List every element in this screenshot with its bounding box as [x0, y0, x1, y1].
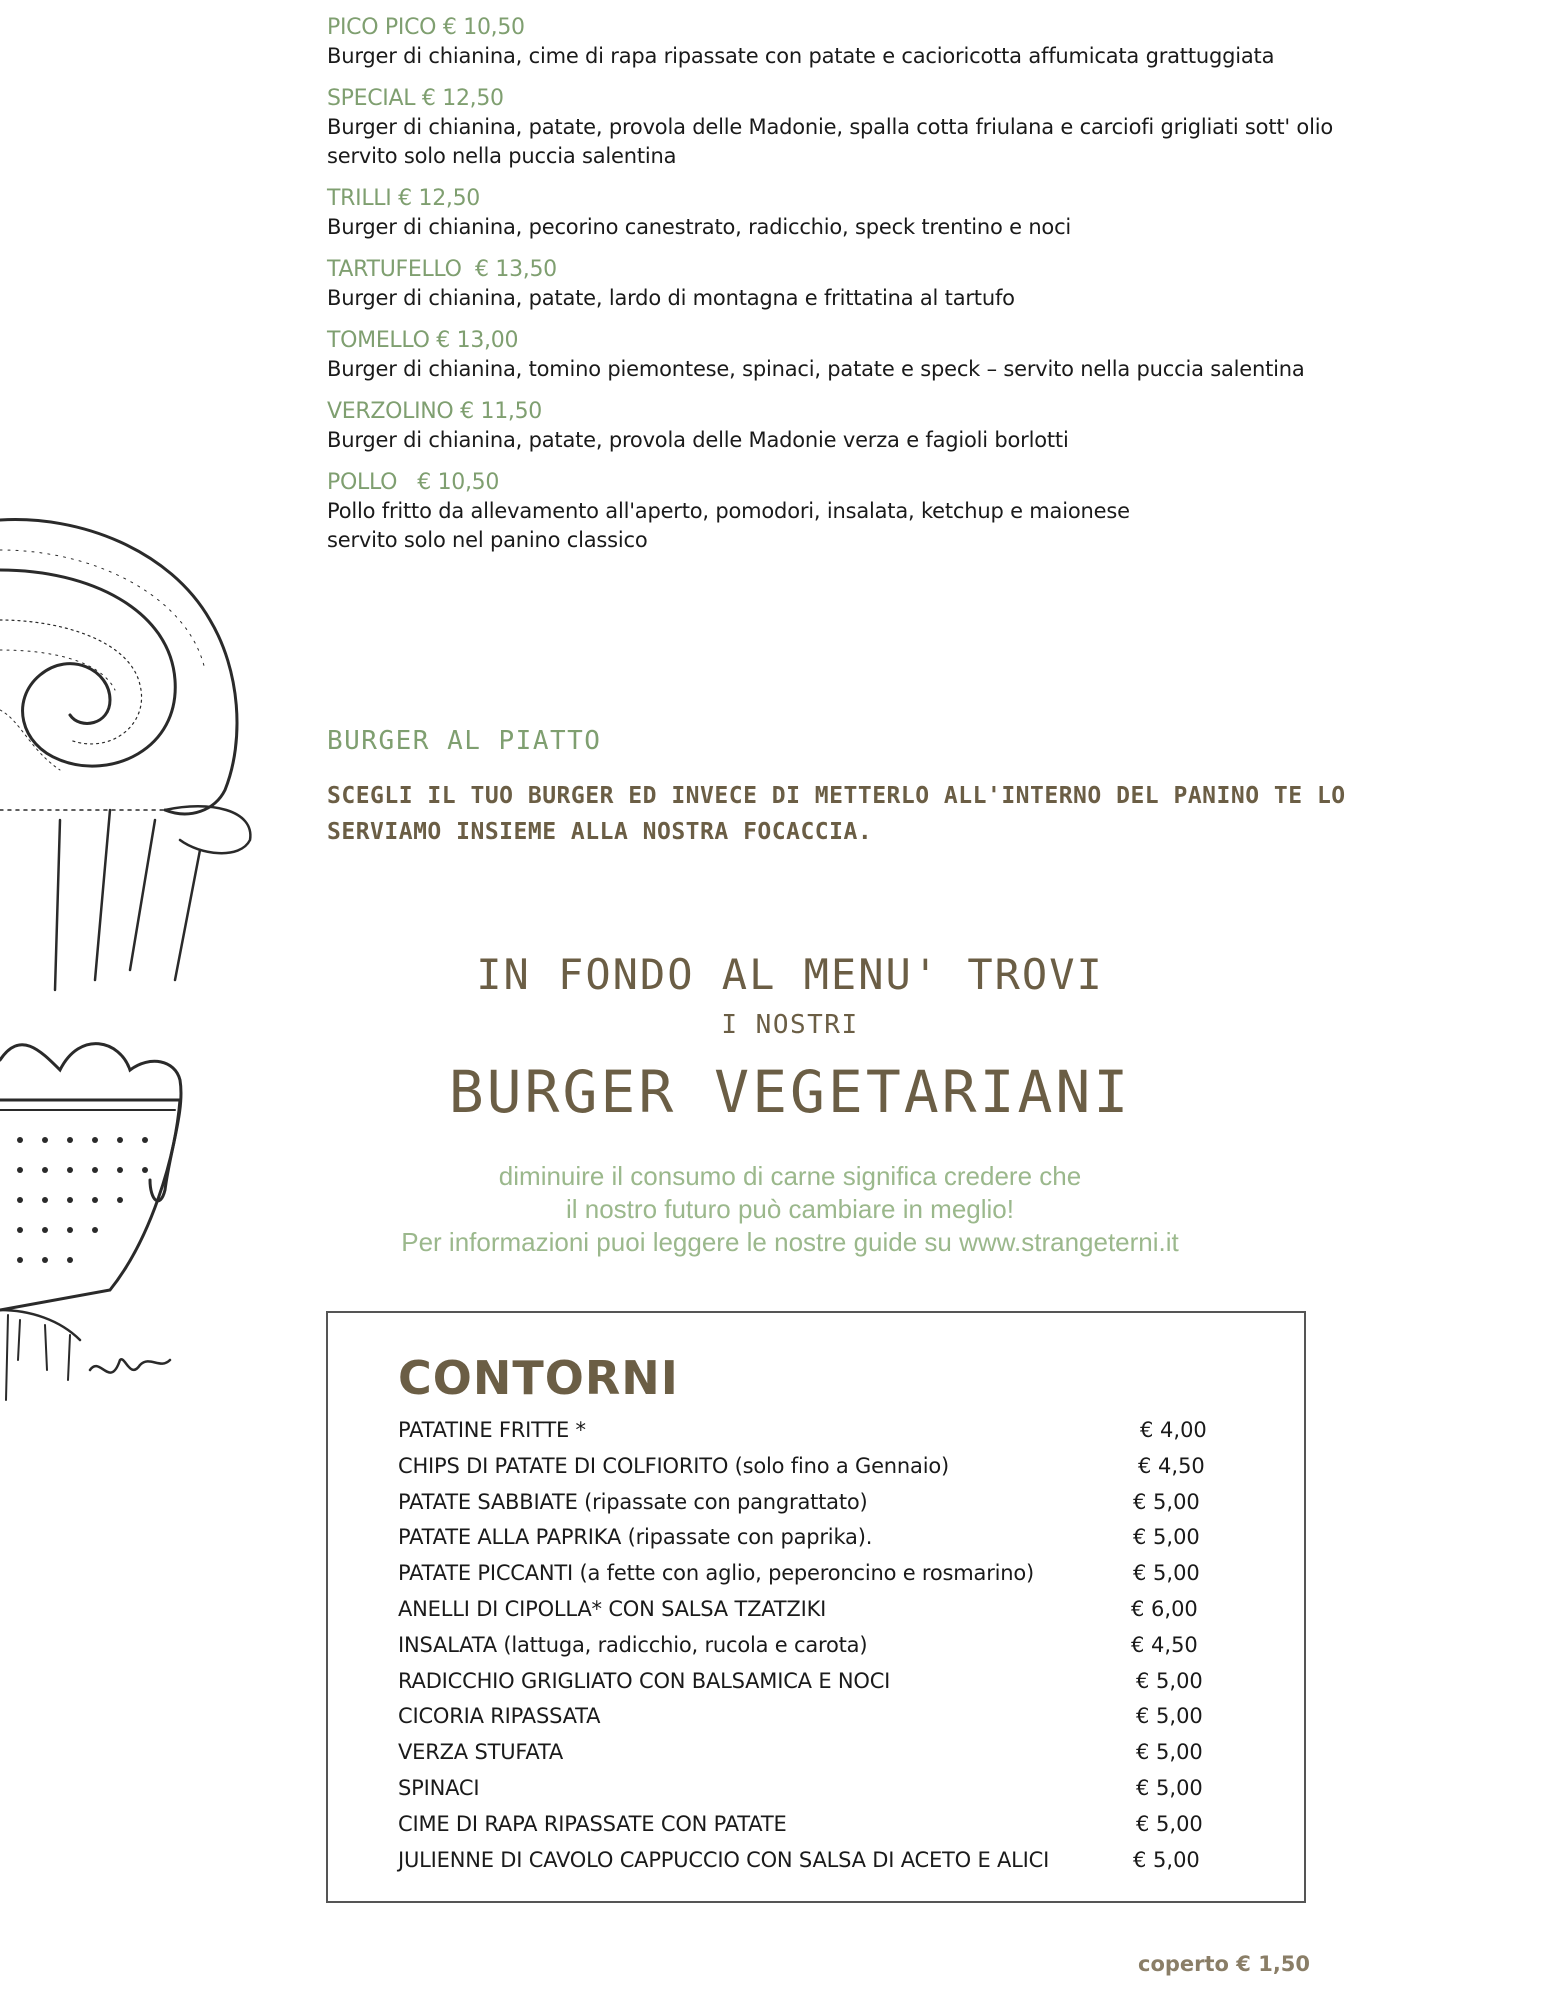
coperto-charge: coperto € 1,50: [1138, 1952, 1311, 1976]
contorni-price: € 5,00: [1136, 1811, 1203, 1836]
burger-al-piatto-heading: BURGER AL PIATTO: [327, 726, 602, 756]
contorni-row: [398, 1520, 1248, 1556]
contorni-price: € 5,00: [1133, 1847, 1200, 1872]
contorni-name: RADICCHIO GRIGLIATO CON BALSAMICA E NOCI: [398, 1668, 891, 1693]
veg-subtitle-line: diminuire il consumo di carne significa credere che: [498, 1161, 1082, 1191]
burger-desc-line: Burger di chianina, pecorino canestrato, radicchio, speck trentino e noci: [327, 215, 1072, 239]
contorni-heading: CONTORNI: [398, 1351, 679, 1405]
contorni-row: [398, 1485, 1248, 1521]
burger-title: POLLO € 10,50: [327, 470, 500, 495]
contorni-name: PATATE SABBIATE (ripassate con pangrattato): [398, 1489, 868, 1514]
contorni-row: [398, 1449, 1248, 1485]
contorni-row: [398, 1735, 1248, 1771]
contorni-row: [398, 1771, 1248, 1807]
contorni-list: [398, 1413, 1248, 1878]
contorni-price: € 5,00: [1133, 1489, 1200, 1514]
contorni-name: ANELLI DI CIPOLLA* CON SALSA TZATZIKI: [398, 1596, 827, 1621]
burger-desc-line: servito solo nel panino classico: [327, 528, 648, 552]
burger-title: VERZOLINO € 11,50: [327, 399, 543, 424]
burger-desc-line: Burger di chianina, patate, provola delle Madonie, spalla cotta friulana e carciofi grigliati sott' olio: [327, 115, 1333, 139]
burger-desc-line: Burger di chianina, tomino piemontese, spinaci, patate e speck – servito nella puccia salentina: [327, 357, 1305, 381]
burger-item: [327, 14, 1477, 71]
burger-desc-line: Burger di chianina, patate, lardo di montagna e frittatina al tartufo: [327, 286, 1015, 310]
burger-title: TRILLI € 12,50: [327, 186, 480, 211]
contorni-price: € 4,00: [1140, 1418, 1207, 1442]
contorni-price: € 5,00: [1136, 1740, 1203, 1765]
burger-desc-line: Pollo fritto da allevamento all'aperto, pomodori, insalata, ketchup e maionese: [327, 499, 1130, 523]
contorni-name: PATATE PICCANTI (a fette con aglio, peperoncino e rosmarino): [398, 1561, 1035, 1586]
burger-title: TARTUFELLO € 13,50: [327, 257, 557, 282]
burger-al-piatto-text: SCEGLI IL TUO BURGER ED INVECE DI METTERLO ALL'INTERNO DEL PANINO TE LO SERVIAMO INSIEME ALLA NOSTRA FOCACCIA.: [327, 783, 1346, 845]
contorni-box: [326, 1311, 1306, 1903]
burger-list: [327, 14, 1477, 569]
burger-item: [327, 85, 1477, 171]
contorni-name: JULIENNE DI CAVOLO CAPPUCCIO CON SALSA DI ACETO E ALICI: [398, 1847, 1050, 1872]
contorni-price: € 4,50: [1131, 1632, 1198, 1657]
burger-title: PICO PICO € 10,50: [327, 15, 525, 40]
contorni-name: INSALATA (lattuga, radicchio, rucola e carota): [398, 1632, 868, 1657]
burger-desc-line: Burger di chianina, patate, provola delle Madonie verza e fagioli borlotti: [327, 428, 1069, 452]
contorni-name: PATATE ALLA PAPRIKA (ripassate con paprika).: [398, 1525, 873, 1550]
contorni-row: [398, 1556, 1248, 1592]
burger-item: [327, 185, 1477, 242]
contorni-price: € 5,00: [1136, 1704, 1203, 1729]
burger-item: [327, 398, 1477, 455]
veg-heading-line-3: BURGER VEGETARIANI: [448, 1058, 1132, 1126]
burger-desc-line: servito solo nella puccia salentina: [327, 144, 677, 168]
veg-heading-line-1: IN FONDO AL MENU' TROVI: [476, 950, 1104, 999]
contorni-row: [398, 1592, 1248, 1628]
burger-item: [327, 327, 1477, 384]
contorni-name: SPINACI: [398, 1775, 480, 1800]
contorni-name: VERZA STUFATA: [398, 1740, 564, 1765]
balloon-illustration-icon: [0, 510, 260, 1450]
contorni-price: € 5,00: [1136, 1668, 1203, 1693]
burger-item: [327, 469, 1477, 555]
burger-item: [327, 256, 1477, 313]
contorni-row: [398, 1664, 1248, 1700]
burger-title: SPECIAL € 12,50: [327, 86, 504, 111]
contorni-row: [398, 1413, 1248, 1449]
contorni-row: [398, 1807, 1248, 1843]
burger-desc-line: Burger di chianina, cime di rapa ripassate con patate e cacioricotta affumicata grattuggiata: [327, 44, 1275, 68]
contorni-row: [398, 1699, 1248, 1735]
contorni-price: € 5,00: [1133, 1525, 1200, 1550]
contorni-name: PATATINE FRITTE *: [398, 1418, 586, 1442]
contorni-row: [398, 1843, 1248, 1879]
contorni-price: € 5,00: [1133, 1561, 1200, 1586]
burger-title: TOMELLO € 13,00: [327, 328, 519, 353]
contorni-row: [398, 1628, 1248, 1664]
contorni-name: CIME DI RAPA RIPASSATE CON PATATE: [398, 1811, 787, 1836]
contorni-price: € 5,00: [1136, 1775, 1203, 1800]
contorni-price: € 4,50: [1138, 1453, 1205, 1478]
veg-heading-line-2: I NOSTRI: [721, 1010, 859, 1040]
veg-subtitle-line: Per informazioni puoi leggere le nostre guide su www.strangeterni.it: [401, 1227, 1179, 1257]
veg-subtitle-line: il nostro futuro può cambiare in meglio!: [565, 1194, 1014, 1224]
contorni-name: CHIPS DI PATATE DI COLFIORITO (solo fino a Gennaio): [398, 1453, 949, 1478]
veg-subtitle: [340, 1160, 1240, 1259]
contorni-price: € 6,00: [1131, 1596, 1198, 1621]
contorni-name: CICORIA RIPASSATA: [398, 1704, 601, 1729]
